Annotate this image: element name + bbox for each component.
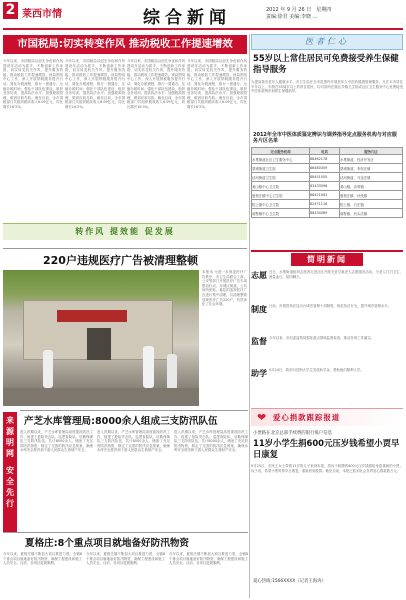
slogan-text: 转作风 提效能 促发展 (75, 227, 175, 236)
slogan-bar (3, 223, 247, 240)
bottom-body: 今年以来，夏格庄镇不断加大项目推进力度，全镇8个重点项目就地备好防汛物资，确保工程建设和施工人员安全。目前，各项目进展顺利。 (169, 552, 248, 566)
section-left: 莱西市情 (22, 9, 62, 20)
table-cell: 院上镇、日庄镇 (340, 200, 403, 209)
ad-cleanup-body: 本报讯 为进一步规范医疗广告秩序，市卫生局联合工商、公安等部门开展医疗广告专项整治行动，对城区街道、公共场所张贴、悬挂的违规医疗广告进行集中清理，共清理整顿违规医疗广告220户，有效净化了社会环境。 (202, 270, 247, 307)
lead-body: 今年以来，市国税局以创先争优和作风建设年活动为抓手，不断创新工作举措，切实转变机关作风，提升服务效能，推动税收工作提速增效。该局围绕中心工作，深入开展纳税服务提升行动，简化办税流程，推行一窗通办，压缩办税时间；强化干部队伍建设，组织业务培训，提高执法水平；加强税源管理，做到应收尽收。截至目前，全市国税部门共组织税收收入6.09亿元，同比增长16.5%。 (187, 59, 247, 109)
page-number: 2 (3, 2, 18, 19)
table-cell: 沽河街道、马连庄镇 (340, 173, 403, 182)
date-line: 2012 年 9 月 26 日 星期四 (266, 7, 332, 13)
table-row (252, 200, 403, 209)
bottom-article (3, 532, 248, 598)
ad-cleanup-rule (3, 248, 247, 249)
brief-lead: 助学 (251, 369, 267, 378)
table-header: 服务片区 (340, 148, 403, 155)
masthead (0, 0, 406, 31)
table-row (252, 182, 403, 191)
table-cell: 83433098 (310, 182, 340, 191)
table-cell: 88451005 (310, 173, 340, 182)
table-row (252, 155, 403, 164)
table-cell: 夏格庄镇中心卫生院 (252, 191, 310, 200)
table-row (252, 164, 403, 173)
table-cell: 88480309 (310, 164, 340, 173)
charity-banner-text: 爱心捐款跟踪报道 (273, 413, 341, 422)
section-title: 综合新闻 (143, 8, 231, 28)
table-row (252, 173, 403, 182)
brief-lead: 志愿 (251, 271, 267, 280)
lead-body: 今年以来，市国税局以创先争优和作风建设年活动为抓手，不断创新工作举措，切实转变机关作风，提升服务效能，推动税收工作提速增效。该局围绕中心工作，深入开展纳税服务提升行动，简化办税流程，推行一窗通办，压缩办税时间；强化干部队伍建设，组织业务培训，提高执法水平；加强税源管理，做到应收尽收。截至目前，全市国税部门共组织税收收入6.09亿元，同比增长16.5%。 (127, 59, 185, 109)
table-cell: 沽河街道卫生院 (252, 173, 310, 182)
lead-body: 今年以来，市国税局以创先争优和作风建设年活动为抓手，不断创新工作举措，切实转变机关作风，提升服务效能，推动税收工作提速增效。该局围绕中心工作，深入开展纳税服务提升行动，简化办税流程，推行一窗通办，压缩办税时间；强化干部队伍建设，组织业务培训，提高执法水平；加强税源管理，做到应收尽收。截至目前，全市国税部门共组织税收收入6.09亿元，同比增长16.5%。 (65, 59, 125, 109)
brief-text: 今年以来，市纪委监察局强化重点领域监督检查，推动各项工作落实。 (269, 336, 375, 340)
ad-cleanup-headline: 220户违规医疗广告被清理整顿 (43, 254, 198, 267)
charity-body: 9月25日，市民王女士带着11岁的儿子来到本报，将孩子积攒的600元压岁钱捐给身患重病的小贾。孩子说，希望小贾哥哥早日康复，重新回到校园。截至目前，本报已收到社会各界爱心捐款数万元。 (251, 464, 403, 473)
doctors-banner (251, 34, 403, 50)
charity-subtitle: 小贾路在北京总部手续费的银行账户信息 (253, 431, 333, 436)
photo-sign (57, 310, 127, 322)
table-cell: 夏格庄镇、孙受镇 (340, 191, 403, 200)
bottom-body: 今年以来，夏格庄镇不断加大项目推进力度，全镇8个重点项目就地备好防汛物资，确保工程建设和施工人员安全。目前，各项目进展顺利。 (3, 552, 82, 566)
table-row (252, 191, 403, 200)
brief-item (251, 368, 403, 402)
photo-worker (143, 346, 154, 388)
bottom-headline: 夏格庄:8个重点项目就地备好防汛物资 (25, 538, 190, 549)
table-row (252, 209, 403, 218)
vertical-tag-text: 来源明网 安全先行 (5, 416, 15, 510)
doctors-banner-text: 医者仁心 (305, 37, 349, 46)
brief-item (251, 304, 403, 334)
brief-banner (251, 250, 403, 266)
photo-door (87, 328, 111, 360)
doctors-table (251, 147, 403, 218)
brief-lead: 监督 (251, 337, 267, 346)
column-divider (249, 34, 250, 598)
lead-headline: 市国税局:切实转变作风 推动税收工作提速增效 (3, 35, 247, 54)
industry-body: 进入汛期以来，产芝水库管理局高度重视防汛工作，组建了抢险突击队、巡逻查险队、后勤保障队三支防汛队伍，共计8000余人，储备了充足的防汛物资，制定了完善的防汛应急预案，确保水库安全度汛和下游人民群众生命财产安全。 (174, 430, 248, 453)
brief-item (251, 270, 403, 302)
brief-text: 近日，水集街道组织志愿者走进社区开展关爱空巢老人志愿服务活动，为老人打扫卫生、测量血压、陪同聊天。 (269, 270, 403, 279)
masthead-rule (3, 28, 403, 30)
industry-rule (20, 410, 248, 411)
table-cell: 88421063 (310, 191, 340, 200)
charity-banner (251, 408, 403, 426)
table-cell: 院上镇中心卫生院 (252, 200, 310, 209)
table-cell: 望城街道卫生院 (252, 164, 310, 173)
table-cell: 82471118 (310, 200, 340, 209)
brief-text: 9月24日，我市向贫困大学生发放助学金，帮助他们顺利入学。 (269, 368, 364, 372)
brief-item (251, 336, 403, 366)
brief-section (251, 250, 403, 405)
ad-cleanup-article (3, 248, 247, 406)
editor-line: 责编:徐君 美编:李晓 ... (266, 14, 318, 20)
table-cell: 南墅镇、河头店镇 (340, 209, 403, 218)
doctors-table-title: 2012年全市中医体质鉴定辨识与调养指导定点服务机构与对应服务片区名单 (253, 132, 397, 145)
brief-lead: 制度 (251, 305, 267, 314)
doctors-headline: 55岁以上常住居民可免费接受养生保健指导服务 (253, 53, 399, 74)
table-cell: 88462178 (310, 155, 340, 164)
charity-section (251, 408, 403, 598)
ad-cleanup-photo (3, 270, 199, 406)
lead-body: 今年以来，市国税局以创先争优和作风建设年活动为抓手，不断创新工作举措，切实转变机关作风，提升服务效能，推动税收工作提速增效。该局围绕中心工作，深入开展纳税服务提升行动，简化办税流程，推行一窗通办，压缩办税时间；强化干部队伍建设，组织业务培训，提高执法水平；加强税源管理，做到应收尽收。截至目前，全市国税部门共组织税收收入6.09亿元，同比增长16.5%。 (3, 59, 63, 109)
charity-headline: 11岁小学生捐600元压岁钱希望小贾早日康复 (253, 438, 400, 459)
lead-article (3, 35, 247, 243)
charity-footer: 爱心热线:1566XXXX（记者王海涛） (253, 579, 326, 584)
brief-text: 日前，市城管执法局出台城市管理十项制度，规范执法行为，提升城市管理水平。 (269, 304, 392, 308)
industry-article (20, 410, 248, 528)
table-cell: 88434069 (310, 209, 340, 218)
table-cell: 望城街道、李权庄镇 (340, 164, 403, 173)
table-cell: 水集街道、经济开发区 (340, 155, 403, 164)
photo-ground (3, 388, 199, 406)
industry-body: 进入汛期以来，产芝水库管理局高度重视防汛工作，组建了抢险突击队、巡逻查险队、后勤保障队三支防汛队伍，共计8000余人，储备了充足的防汛物资，制定了完善的防汛应急预案，确保水库安全度汛和下游人民群众生命财产安全。 (97, 430, 170, 453)
heart-icon: ❤ (257, 411, 267, 424)
bottom-rule (3, 532, 248, 533)
table-header: 定点服务机构 (252, 148, 310, 155)
industry-headline: 产芝水库管理局:8000余人组成三支防汛队伍 (24, 416, 218, 427)
table-cell: 姜山镇、店埠镇 (340, 182, 403, 191)
table-cell: 姜山镇中心卫生院 (252, 182, 310, 191)
brief-banner-text: 简明新闻 (291, 253, 363, 266)
vertical-tag (3, 412, 17, 532)
doctors-body: 为提高我市老年人健康水平，市卫生局在全市范围内开展老年人中医药健康管理服务，凡在本市居住半年以上、年龄在55周岁以上的常住居民，均可到所在辖区乡镇卫生院或社区卫生服务中心免费接受中医体质辨识和养生保健指导。 (251, 80, 403, 94)
doctors-section (251, 34, 403, 244)
table-cell: 南墅镇中心卫生院 (252, 209, 310, 218)
photo-worker (167, 354, 177, 390)
table-cell: 水集街道社区卫生服务中心 (252, 155, 310, 164)
table-header: 电话 (310, 148, 340, 155)
bottom-body: 今年以来，夏格庄镇不断加大项目推进力度，全镇8个重点项目就地备好防汛物资，确保工程建设和施工人员安全。目前，各项目进展顺利。 (86, 552, 165, 566)
photo-worker (43, 350, 53, 388)
industry-body: 进入汛期以来，产芝水库管理局高度重视防汛工作，组建了抢险突击队、巡逻查险队、后勤保障队三支防汛队伍，共计8000余人，储备了充足的防汛物资，制定了完善的防汛应急预案，确保水库安全度汛和下游人民群众生命财产安全。 (20, 430, 93, 453)
